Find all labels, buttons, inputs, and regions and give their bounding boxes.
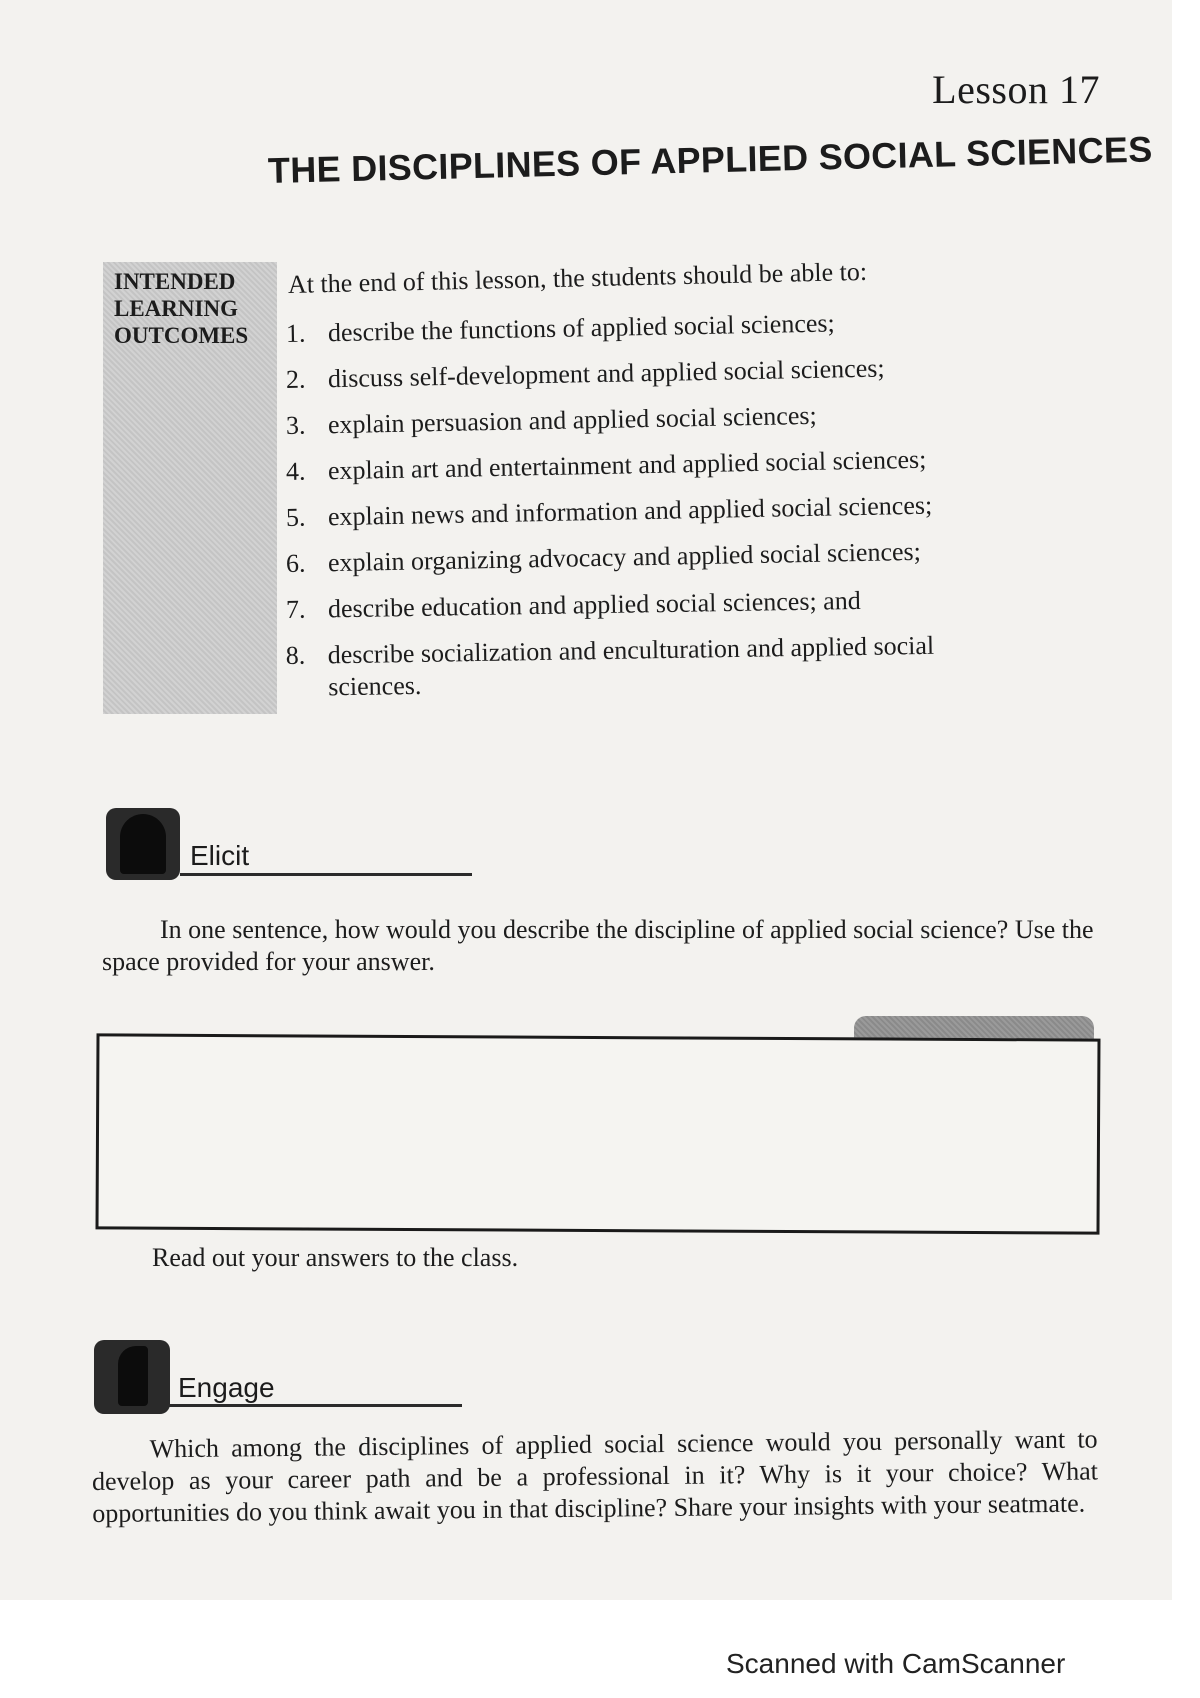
ilo-item [286, 487, 1086, 534]
ilo-item [286, 349, 1086, 396]
ilo-label-line: INTENDED [114, 269, 236, 294]
ilo-item-text: explain organizing advocacy and applied social sciences; [327, 536, 922, 578]
profile-silhouette-icon [118, 1346, 148, 1406]
ilo-item-number: 6. [285, 548, 306, 578]
ilo-item-number: 7. [285, 594, 306, 624]
ilo-item-text: explain art and entertainment and applied social sciences; [327, 444, 927, 486]
engage-label: Engage [178, 1372, 275, 1403]
ilo-list [285, 308, 1086, 718]
person-silhouette-icon [120, 814, 166, 874]
ilo-item-text: describe education and applied social sciences; and [327, 585, 861, 624]
ilo-label [114, 268, 274, 349]
ilo-item [286, 581, 1086, 626]
elicit-underline [180, 873, 472, 876]
ilo-label-line: OUTCOMES [114, 323, 249, 348]
ilo-intro: At the end of this lesson, the students should be able to: [287, 256, 868, 299]
ilo-item-number: 4. [285, 456, 306, 486]
ilo-item-text: describe socialization and enculturation and applied social sciences. [327, 630, 935, 702]
ilo-item-number: 1. [285, 318, 306, 348]
elicit-prompt [102, 914, 1102, 978]
engage-prompt-text: Which among the disciplines of applied social science would you personally want to develop as your career path and be a professional in it? Why is it your choice? What opportunities do you think await you in that discipline? Share your insights with your seatmate. [91, 1424, 1099, 1528]
ilo-item-number: 3. [285, 410, 306, 440]
ilo-item [286, 441, 1086, 488]
ilo-item [286, 303, 1086, 350]
elicit-note: Read out your answers to the class. [152, 1243, 519, 1272]
ilo-label-line: LEARNING [114, 296, 238, 321]
camscanner-watermark: Scanned with CamScanner [726, 1648, 1066, 1679]
ilo-item-text: discuss self-development and applied social sciences; [327, 353, 885, 394]
lesson-number: Lesson 17 [932, 67, 1100, 112]
indent-spacer [92, 1457, 150, 1458]
ilo-item-number: 2. [285, 364, 306, 394]
ilo-item [286, 533, 1086, 580]
elicit-label: Elicit [190, 840, 250, 871]
lesson-title: THE DISCIPLINES OF APPLIED SOCIAL SCIENCES [267, 128, 1153, 191]
elicit-prompt-text: In one sentence, how would you describe the discipline of applied social science? Use the space provided for your answer. [102, 915, 1094, 976]
engage-person-icon [94, 1340, 170, 1414]
ilo-item-number: 8. [285, 640, 306, 671]
engage-underline [168, 1404, 462, 1407]
ilo-item-number: 5. [285, 502, 306, 532]
ilo-item-text: explain persuasion and applied social sciences; [327, 400, 817, 440]
ilo-item-text: describe the functions of applied social sciences; [327, 308, 835, 348]
ilo-item [286, 395, 1086, 442]
page-edge [1172, 0, 1200, 1698]
ilo-item-text: explain news and information and applied social sciences; [327, 490, 933, 532]
ilo-item [285, 627, 1086, 704]
answer-box[interactable] [95, 1033, 1100, 1234]
engage-prompt [91, 1423, 1098, 1530]
elicit-person-icon [106, 808, 180, 880]
